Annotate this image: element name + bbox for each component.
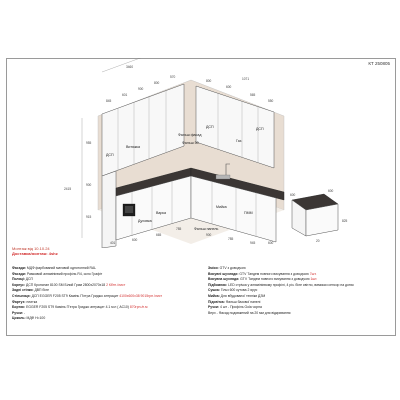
dim-top-g: 600 (226, 85, 232, 89)
label-falsh-fasad: Фальш фасад (178, 133, 202, 137)
spec-right-value: Фальш базової панелі (225, 299, 261, 304)
dim-bottom-b: 600 (132, 238, 138, 242)
dim-top-h: 565 (250, 93, 256, 97)
dim-bottom-g: 945 (250, 241, 256, 245)
dim-bottom-a: 401 (110, 241, 116, 245)
spec-right-value: GTV Тандем повного висування з доводчою (239, 271, 309, 276)
spec-left-value: плитка (26, 299, 38, 304)
dim-top-total: 3460 (126, 65, 134, 69)
spec-left-extra: 4100х600х38 9015грн./лист (118, 293, 163, 298)
spec-left-value: ДСП EGGER F205 ST9 Камінь П'єтра Гриджо антрацит (31, 293, 119, 298)
spec-left-extra: 870грн./п.м (128, 305, 148, 310)
spec-left-key: Полиці: (12, 277, 26, 282)
dim-island-w: 600 (290, 193, 296, 197)
spec-left-key: Корпус: (12, 282, 27, 287)
dim-bottom-h: 600 (268, 241, 274, 245)
spec-left-value: МДФ фарбований матовий однотонний RAL (26, 266, 97, 270)
spec-left-value: МДФ H=100 (26, 316, 46, 321)
label-cooking: Варка (156, 211, 167, 215)
dim-top-e: 570 (170, 75, 176, 79)
spec-left-extra: 2 Кбтн./лист (105, 282, 126, 287)
tall-cabinet (102, 171, 116, 248)
dim-top-c: 900 (138, 87, 144, 91)
dim-bottom-d: 785 (176, 227, 182, 231)
spec-left-row (12, 316, 202, 322)
dim-top-f: 800 (206, 79, 212, 83)
label-gas-column: Газ (236, 139, 242, 143)
installation-line: Монтаж від 10.10.24 (12, 246, 50, 251)
spec-left-key: Стільниця: (12, 293, 32, 298)
spec-left-value: ДВП біле (34, 288, 49, 293)
spec-right (208, 266, 392, 316)
dim-island-top: 20 (316, 239, 320, 243)
spec-left-key: Фартух: (12, 299, 27, 304)
spec-left-key: Бортик: (12, 305, 27, 310)
dim-bottom-c: 665 (156, 233, 162, 237)
spec-left-key: Ручки: (12, 310, 24, 315)
spec-left-key: Цоколь: (12, 316, 27, 321)
spec-right-value: LED стрічка у алюмінієвому профілі, 4 різ. біле світло, вимикач сенсор на дотик (228, 282, 354, 287)
spec-right-extra: 1шт. (309, 277, 318, 282)
dim-left-height: 2415 (64, 187, 72, 191)
spec-left (12, 266, 202, 322)
spec-left-value: - (23, 310, 26, 315)
dim-top-d: 800 (154, 81, 160, 85)
dim-top-right: 1071 (242, 77, 250, 81)
label-vytiazhka: Витяжка (126, 145, 141, 149)
dim-top-i: 550 (268, 99, 274, 103)
spec-left-key: Фасади: (12, 266, 27, 270)
spec-left-key: Фасади: (12, 271, 27, 276)
spec-right-key: Підйомник: (208, 282, 229, 287)
kitchen-drawing (6, 58, 394, 248)
dim-left-mid: 900 (86, 183, 92, 187)
spec-right-row (208, 311, 392, 317)
spec-right-key: Висувні шухляди: (208, 271, 240, 276)
dim-top-a: 845 (106, 99, 112, 103)
label-wall-panel: Фальш панель (194, 227, 219, 231)
label-dsp-left: ДСП (106, 153, 114, 157)
dim-island-h: 825 (342, 219, 348, 223)
oven-window (125, 206, 133, 213)
spec-right-key: Висувна шухляда: (208, 277, 241, 282)
dim-island-d: 600 (328, 189, 334, 193)
spec-right-value: Верх - Фасад подовжений на 20 мм для відкривання (208, 310, 291, 315)
spec-left-value: Рамковий алюмінієвий профіль R4, скло Графіт (26, 271, 103, 276)
label-pmm: ПММ (244, 211, 253, 215)
spec-right-key: Сушка: (208, 288, 221, 293)
spec-right-key: Мийка: (208, 293, 221, 298)
spec-right-value: Для вбудованої техніки ДЗМ (220, 293, 266, 298)
dim-bottom-e: 900 (206, 233, 212, 237)
delivery-line: Доставка/монтаж: 4shк (12, 251, 58, 257)
spec-right-key: Підсвітка: (208, 299, 226, 304)
spec-right-key: Ручки: (208, 305, 220, 310)
label-dsp-mid: ДСП (206, 125, 214, 129)
meta-block (12, 246, 58, 256)
spec-right-key: Зміси: (208, 266, 220, 270)
spec-right-extra: 7шт. (308, 271, 317, 276)
spec-left-value: ДСП Кронспан 8100 SM Білий Грим 2800х2070х18 (26, 282, 106, 287)
dim-left-lower: 915 (86, 215, 92, 219)
label-sink: Мийка (216, 205, 227, 209)
spec-left-key: Задні стінки: (12, 288, 35, 293)
spec-right-value: GTV Тандем повного висування з доводчою (240, 277, 310, 282)
dim-bottom-f: 785 (228, 237, 234, 241)
dim-left-upper: 955 (86, 141, 92, 145)
order-id: КТ 250805 (368, 61, 390, 66)
label-falsh-50: Фальш 50 (182, 141, 199, 145)
dim-top-b: 601 (122, 93, 128, 97)
label-dsp-right: ДСП (256, 127, 264, 131)
spec-right-value: Гільз 600 кутова 2 ярус (220, 288, 258, 293)
spec-left-value: ДСП (25, 277, 33, 282)
spec-right-value: GTV з доводчою (219, 266, 246, 270)
spec-right-value: 4 шт - Профіль Gola чорна (219, 305, 262, 310)
spec-left-value: EGGER F205 ST9 Камінь П'єтра Гриджо антрацит 4.1 м.п ( АС10) (26, 305, 129, 310)
sink (216, 175, 230, 179)
label-duhovka: Духовка (138, 219, 152, 223)
